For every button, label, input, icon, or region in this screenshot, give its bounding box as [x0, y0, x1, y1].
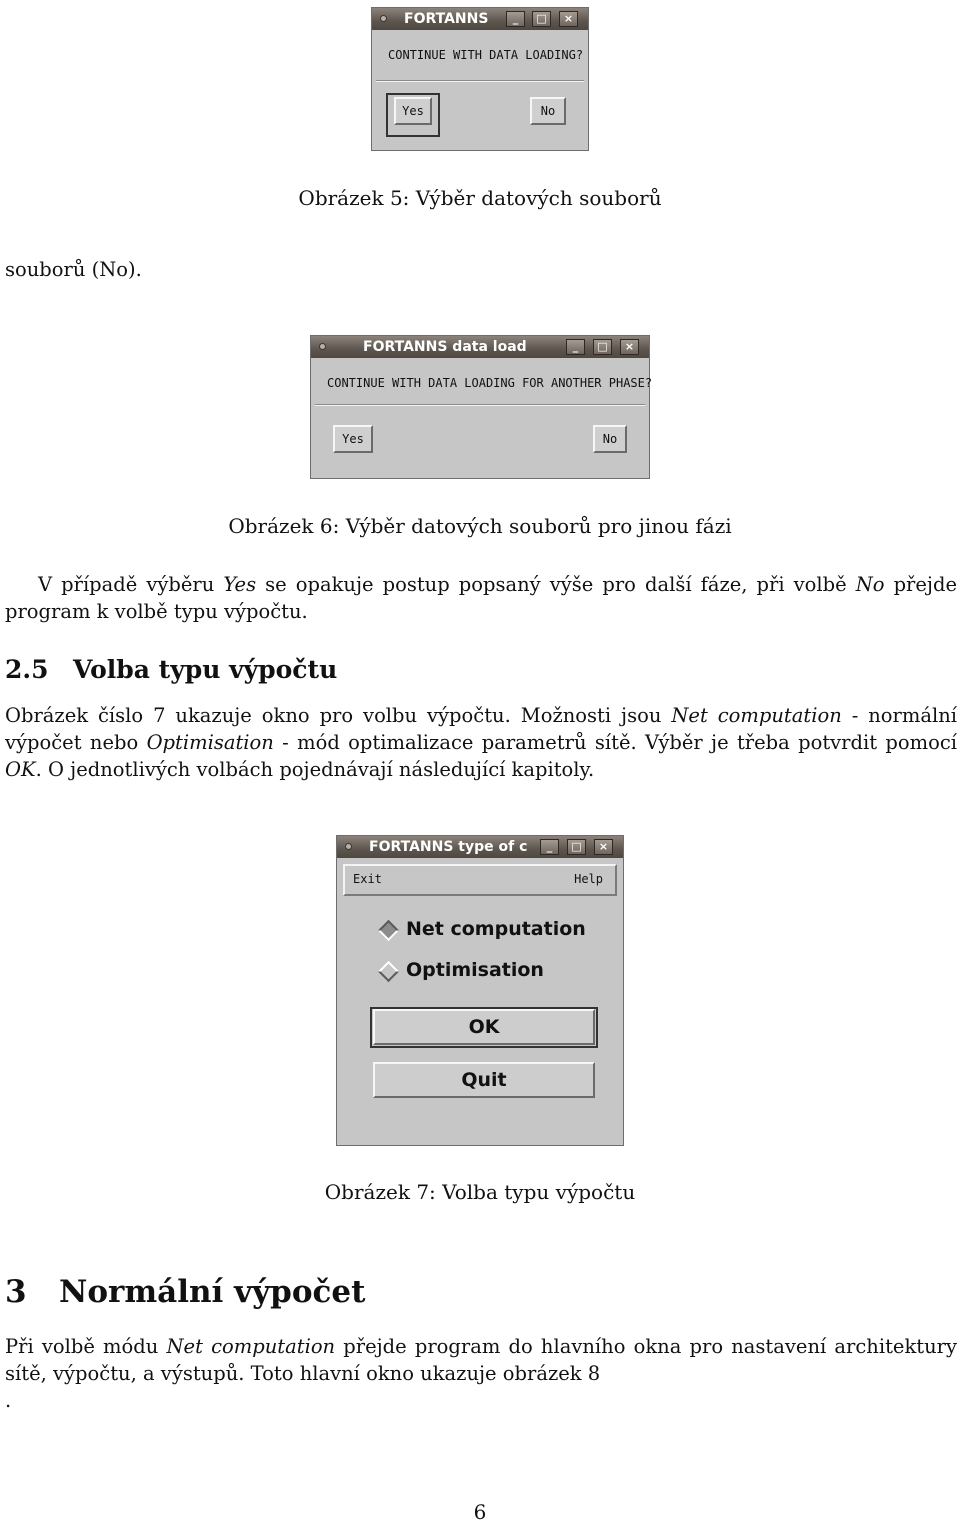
para-text: Obrázek číslo 7 ukazuje okno pro volbu výpočtu. Možnosti jsou: [5, 704, 672, 727]
radio-unselected-icon: [378, 961, 399, 982]
dialog-titlebar: [311, 336, 649, 358]
para-text: . O jednotlivých volbách pojednávají následující kapitoly.: [35, 758, 595, 781]
dialog-message: CONTINUE WITH DATA LOADING FOR ANOTHER PHASE?: [327, 376, 653, 390]
yes-button[interactable]: Yes: [333, 425, 373, 453]
minimize-icon[interactable]: _: [540, 839, 559, 855]
para-text: přejde program k volbě typu výpočtu.: [5, 573, 957, 623]
text-fragment: [5, 256, 957, 283]
section-heading-2-5: [5, 655, 337, 684]
maximize-icon[interactable]: □: [532, 11, 551, 27]
menu-help[interactable]: Help: [574, 872, 603, 886]
no-button[interactable]: No: [593, 425, 627, 453]
paragraph-normal-computation: [5, 1333, 957, 1414]
para-text: V případě výběru: [38, 573, 224, 596]
dialog-fortanns: [371, 7, 589, 151]
fragment-text: souborů (No).: [5, 258, 142, 281]
para-emph-ok: OK: [5, 758, 36, 781]
para-emph-yes: Yes: [223, 573, 257, 596]
close-icon[interactable]: ×: [559, 11, 578, 27]
dialog-separator: [315, 404, 645, 406]
dialog-title: FORTANNS type of c: [369, 839, 528, 855]
para-text: Při volbě módu: [5, 1335, 167, 1358]
no-button[interactable]: No: [530, 97, 566, 125]
para-trailing-dot: .: [5, 1389, 12, 1412]
paragraph-computation-type: [5, 702, 957, 783]
para-text: se opakuje postup popsaný výše pro další fáze, při volbě: [256, 573, 856, 596]
figure-caption-7: Obrázek 7: Volba typu výpočtu: [324, 1180, 636, 1204]
window-menu-icon[interactable]: [380, 15, 387, 22]
paragraph-choice: [5, 571, 957, 625]
para-text: - normální výpočet nebo: [5, 704, 957, 754]
para-emph-net: Net computation: [166, 1335, 336, 1358]
close-icon[interactable]: ×: [620, 339, 639, 355]
radio-selected-icon: [378, 920, 399, 941]
dialog-separator: [376, 80, 584, 82]
close-icon[interactable]: ×: [594, 839, 613, 855]
para-text: přejde program do hlavního okna pro nastavení architektury sítě, výpočtu, a výstupů. Toto hlavní okno ukazuje obrázek 8: [5, 1335, 957, 1385]
yes-button[interactable]: Yes: [394, 97, 432, 125]
minimize-icon[interactable]: _: [506, 11, 525, 27]
section-number: 2.5: [5, 655, 49, 684]
menu-bar: [343, 864, 617, 896]
dialog-title: FORTANNS: [404, 11, 489, 27]
para-emph-net: Net computation: [671, 704, 842, 727]
section-heading-3: [5, 1274, 365, 1310]
minimize-icon[interactable]: _: [566, 339, 585, 355]
dialog-fortanns-type: [336, 835, 624, 1146]
dialog-fortanns-data-load: [310, 335, 653, 479]
para-text: - mód optimalizace parametrů sítě. Výběr je třeba potvrdit pomocí: [273, 731, 957, 754]
quit-button[interactable]: Quit: [373, 1062, 595, 1098]
page-number: 6: [473, 1500, 487, 1524]
maximize-icon[interactable]: □: [593, 339, 612, 355]
dialog-titlebar: [337, 836, 623, 858]
section-title: Volba typu výpočtu: [73, 655, 338, 684]
dialog-title: FORTANNS data load: [363, 339, 527, 355]
window-menu-icon[interactable]: [319, 343, 326, 350]
maximize-icon[interactable]: □: [567, 839, 586, 855]
dialog-message: CONTINUE WITH DATA LOADING?: [388, 48, 584, 62]
section-title: Normální výpočet: [59, 1274, 366, 1310]
figure-caption-5: Obrázek 5: Výběr datových souborů: [298, 186, 662, 210]
para-emph-no: No: [855, 573, 885, 596]
radio-label: Optimisation: [406, 959, 544, 981]
ok-button[interactable]: OK: [373, 1009, 595, 1045]
menu-exit[interactable]: Exit: [353, 872, 382, 886]
section-number: 3: [5, 1274, 27, 1310]
window-menu-icon[interactable]: [345, 843, 352, 850]
radio-label: Net computation: [406, 918, 586, 940]
para-emph-opt: Optimisation: [146, 731, 274, 754]
figure-caption-6: Obrázek 6: Výběr datových souborů pro jinou fázi: [228, 514, 732, 538]
dialog-titlebar: [372, 8, 588, 30]
